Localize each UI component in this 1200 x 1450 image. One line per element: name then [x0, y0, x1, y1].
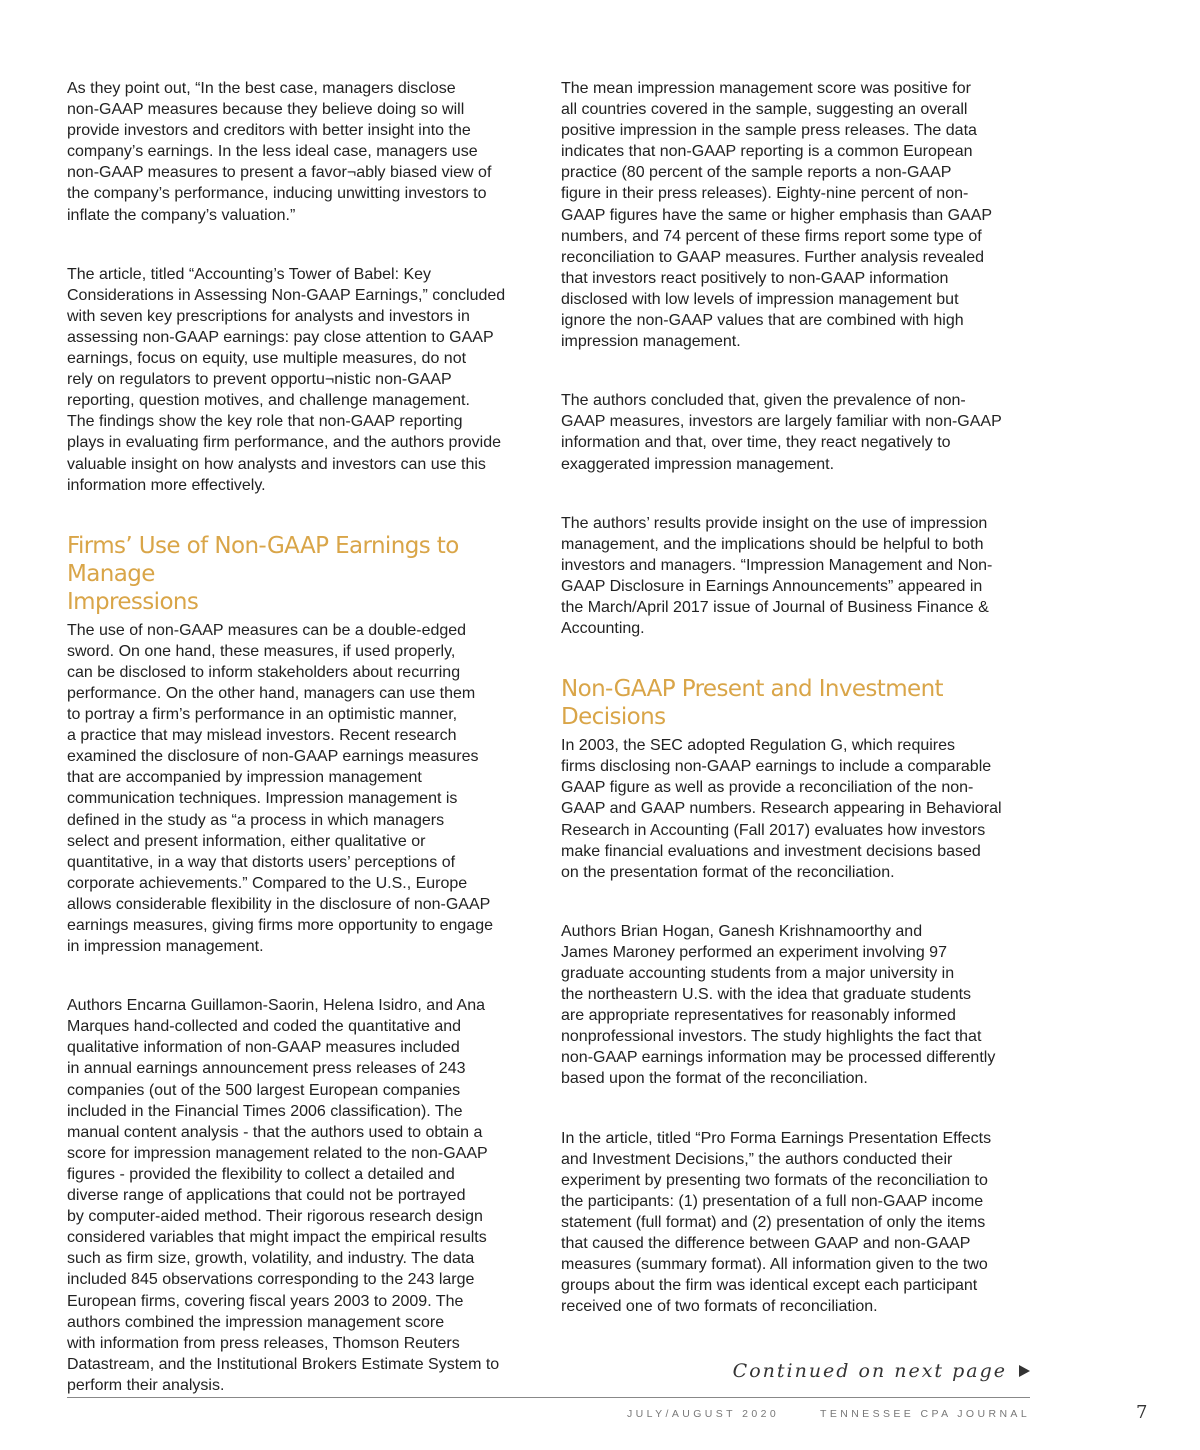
- continued-label: Continued on next page: [732, 1360, 1007, 1382]
- paragraph: The article, titled “Accounting’s Tower of Babel: Key Considerations in Assessing Non-GAAP Earnings,” concluded with seven key prescriptions for analysts and investors in assessing non-GAAP earnings: pay close attention to GAAP earnings, focus on equity, use multiple measures, do not rely on regulators to prevent opportu¬nistic non-GAAP reporting, question motives, and challenge management. The findings show the key role that non-GAAP reporting plays in evaluating firm performance, and the authors provide valuable insight on how analysts and investors can use this information more effectively.: [67, 265, 506, 494]
- paragraph: As they point out, “In the best case, managers disclose non-GAAP measures because they believe doing so will provide investors and creditors with better insight into the company’s earnings. In the less ideal case, managers use non-GAAP measures to present a favor¬ably biased view of the company’s performance, inducing unwitting investors to inflate the company’s valuation.”: [67, 80, 492, 224]
- paragraph: Authors Encarna Guillamon-Saorin, Helena Isidro, and Ana Marques hand-collected and coded the quantitative and qualitative information of non-GAAP measures included in annual earnings announcement press releases of 243 companies (out of the 500 largest European companies included in the Financial Times 2006 classification). The manual content analysis - that the authors used to obtain a score for impression management related to the non-GAAP figures - provided the flexibility to collect a detailed and diverse range of applications that could not be portrayed by computer-aided method. Their rigorous research design considered variables that might impact the empirical results such as firm size, growth, volatility, and industry. The data included 845 observations corresponding to the 243 large European firms, covering fiscal years 2003 to 2009. The authors combined the impression management score with information from press releases, Thomson Reuters Datastream, and the Institutional Brokers Estimate System to perform their analysis.: [67, 997, 500, 1394]
- paragraph: Authors Brian Hogan, Ganesh Krishnamoorthy and James Maroney performed an experiment involving 97 graduate accounting students from a major university in the northeastern U.S. with the idea that graduate students are appropriate representatives for reasonably informed nonprofessional investors. The study highlights the fact that non-GAAP earnings information may be processed differently based upon the format of the reconciliation.: [561, 922, 996, 1088]
- paragraph: The use of non-GAAP measures can be a double-edged sword. On one hand, these measures, if used properly, can be disclosed to inform stakeholders about recurring performance. On the other hand, managers can use them to portray a firm’s performance in an optimistic manner, a practice that may mislead investors. Recent research examined the disclosure of non-GAAP earnings measures that are accompanied by impression management communication techniques. Impression management is defined in the study as “a process in which managers select and present information, either qualitative or quantitative, in a way that distorts users’ perceptions of corporate achievements.” Compared to the U.S., Europe allows considerable flexibility in the disclosure of non-GAAP earnings measures, giving firms more opportunity to engage in impression management.: [67, 621, 493, 956]
- section-heading: Non-GAAP Present and Investment Decisions: [561, 676, 943, 731]
- paragraph: The mean impression management score was positive for all countries covered in the sample, suggesting an overall positive impression in the sample press releases. The data indicates that non-GAAP reporting is a common European practice (80 percent of the sample reports a non-GAAP figure in their press releases). Eighty-nine percent of non- GAAP figures have the same or higher emphasis than GAAP numbers, and 74 percent of these firms report some type of reconciliation to GAAP measures. Further analysis revealed that investors react positively to non-GAAP information disclosed with low levels of impression management but ignore the non-GAAP values that are combined with high impression management.: [561, 80, 993, 351]
- paragraph: In 2003, the SEC adopted Regulation G, which requires firms disclosing non-GAAP earnings to include a comparable GAAP figure as well as provide a reconciliation of the non- GAAP and GAAP numbers. Research appearing in Behavioral Research in Accounting (Fall 2017) evaluates how investors make financial evaluations and investment decisions based on the presentation format of the reconciliation.: [561, 737, 1002, 881]
- section-heading: Firms’ Use of Non-GAAP Earnings to Manage Impressions: [67, 532, 459, 615]
- paragraph: The authors concluded that, given the prevalence of non- GAAP measures, investors are largely familiar with non-GAAP information and that, over time, they react negatively to exaggerated impression management.: [561, 392, 1002, 473]
- footer-divider: [67, 1397, 1030, 1398]
- right-column: [561, 78, 1037, 1317]
- paragraph: In the article, titled “Pro Forma Earnings Presentation Effects and Investment Decisions,” the authors conducted their experiment by presenting two formats of the reconciliation to the participants: (1) presentation of a full non-GAAP income statement (full format) and (2) presentation of only the items that caused the difference between GAAP and non-GAAP measures (summary format). All information given to the two groups about the firm was identical except each participant received one of two formats of reconciliation.: [561, 1129, 992, 1316]
- left-column: [67, 78, 541, 1396]
- page-number: 7: [1136, 1402, 1148, 1423]
- play-arrow-icon: [1019, 1365, 1030, 1377]
- journal-name: TENNESSEE CPA JOURNAL: [820, 1408, 1031, 1420]
- paragraph: The authors’ results provide insight on the use of impression management, and the implications should be helpful to both investors and managers. “Impression Management and Non- GAAP Disclosure in Earnings Announcements” appeared in the March/April 2017 issue of Journal of Business Finance & Accounting.: [561, 514, 993, 638]
- continued-link[interactable]: [733, 1360, 1030, 1382]
- issue-date: JULY/AUGUST 2020: [627, 1408, 780, 1420]
